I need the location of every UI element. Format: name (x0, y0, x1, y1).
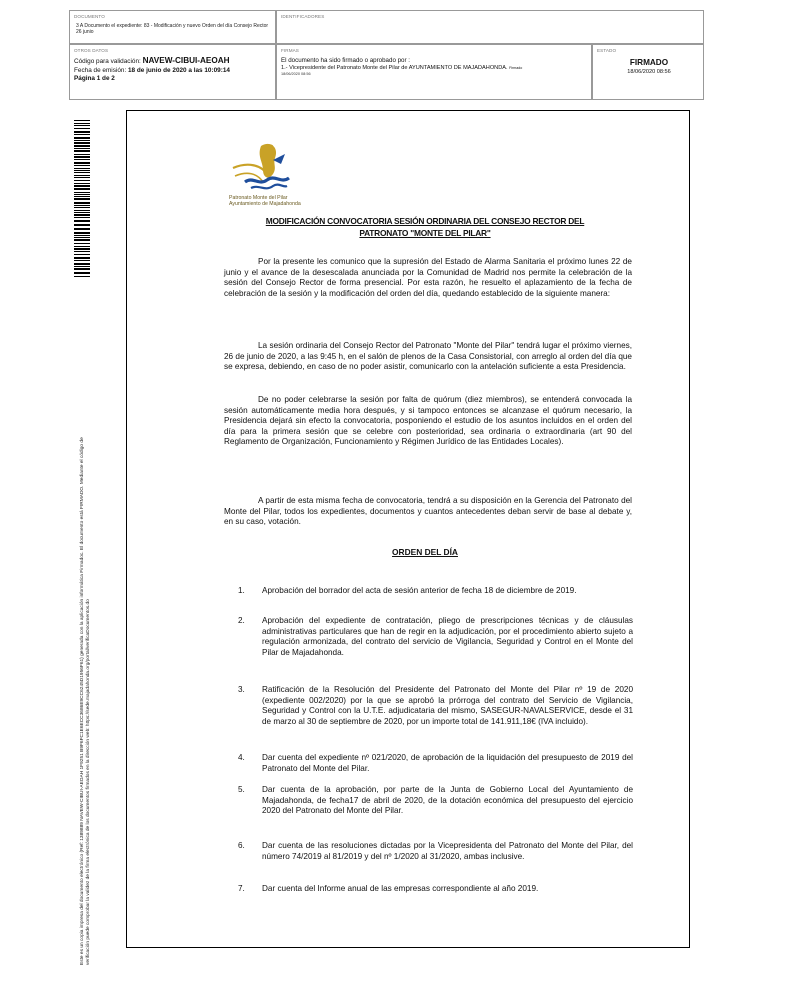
barcode-bar (74, 145, 90, 147)
agenda-item-2: 2. Aprobación del expediente de contratación, pliego de prescripciones técnicas y de cláusulas administrativas particulares que han de regir en la adjudicación, por el procedimiento abierto sujeto a regulación armonizada, del contrato del servicio de Vigilancia, Seguridad y Control en el Monte del Pilar de Majadahonda. (238, 616, 633, 657)
barcode-bar (74, 210, 90, 211)
orden-del-dia-title: ORDEN DEL DÍA (392, 547, 458, 557)
barcode-bar (74, 214, 90, 216)
barcode-bar (74, 137, 90, 139)
agenda-item-5: 5. Dar cuenta de la aprobación, por parte de la Junta de Gobierno Local del Ayuntamiento de Majadahonda, de fecha17 de abril de 2020, de la dotación económica del presupuesto del ejercicio 2020 del Patronato del Monte del Pilar. (238, 785, 633, 815)
barcode-bar (74, 202, 90, 204)
barcode-bar (74, 177, 90, 178)
paragraph-1: Por la presente les comunico que la supresión del Estado de Alarma Sanitaria el próximo lunes 22 de junio y el avance de la desescalada anunciada por la Comunidad de Madrid nos permite la celebración de la sesión del Consejo Rector de forma presencial. Por esta razón, he resuelto el aplazamiento de la fecha de celebración de la sesión y la modificación del orden del día, quedando establecido de la siguiente manera: (224, 257, 632, 298)
barcode-bar (74, 142, 90, 144)
fecha-emision-value: 18 de junio de 2020 a las 10:09:14 (128, 66, 230, 74)
side-verification-text (80, 320, 92, 965)
barcode-bar (74, 172, 90, 173)
barcode-bar (74, 235, 90, 236)
pagina-indicator: Página 1 de 2 (74, 75, 115, 82)
identificadores-label: IDENTIFICADORES (281, 14, 325, 19)
barcode-bar (74, 183, 90, 184)
documento-label: DOCUMENTO (74, 14, 105, 19)
barcode-bar (74, 175, 90, 176)
barcode-bar (74, 125, 90, 126)
barcode-bar (74, 237, 90, 238)
barcode-bar (74, 224, 90, 226)
barcode-bar (74, 257, 90, 259)
barcode-bar (74, 228, 90, 230)
fecha-emision: Fecha de emisión: 18 de junio de 2020 a las 10:09:14 (74, 66, 230, 74)
barcode-bar (74, 162, 90, 164)
barcode-bar (74, 159, 90, 160)
estado-date: 18/06/2020 08:56 (627, 69, 671, 75)
header-firmas-cell (276, 44, 592, 100)
paragraph-3: De no poder celebrarse la sesión por falta de quórum (diez miembros), se entenderá convocada la sesión automáticamente media hora después, y si tampoco entonces se alcanzase el quórum necesario, la Presidencia dejará sin efecto la convocatoria, posponiendo el estudio de los asuntos incluidos en el orden del día para la primera sesión que se celebre con posterioridad, sea ordinaria o extraordinaria (art 90 del Reglamento de Organización, Funcionamiento y Régimen Jurídico de las Entidades Locales). (224, 395, 632, 446)
barcode-bar (74, 251, 90, 252)
barcode-bar (74, 246, 90, 247)
barcode-bar (74, 266, 90, 267)
barcode-bar (74, 134, 90, 135)
barcode-bar (74, 154, 90, 155)
barcode-bar (74, 192, 90, 193)
barcode-bar (74, 198, 90, 200)
barcode-bar (74, 168, 90, 169)
barcode-bar (74, 254, 90, 255)
document-title-line2: PATRONATO "MONTE DEL PILAR" (359, 228, 491, 238)
codigo-validacion: Código para validación: NAVEW-CIBUI-AEOAH (74, 56, 230, 65)
barcode-bar (74, 128, 90, 129)
barcode-bar (74, 232, 90, 234)
barcode-bar (74, 185, 90, 187)
estado-label: ESTADO (597, 48, 617, 53)
barcode-bar (74, 276, 90, 277)
paragraph-2: La sesión ordinaria del Consejo Rector del Patronato "Monte del Pilar" tendrá lugar el próximo viernes, 26 de junio de 2020, a las 9:45 h, en el salón de plenos de la Casa Consistorial, con arreglo al orden del día que se expresa, debiendo, en caso de no poder asistir, comunicarlo con la antelación suficiente a esta Presidencia. (224, 341, 632, 371)
agenda-item-7: 7. Dar cuenta del Informe anual de las empresas correspondiente al año 2019. (238, 884, 539, 893)
barcode-bar (74, 156, 90, 158)
side-text-line2: verificación puede comprobar la validez de la firma electrónica de los documentos firmados en la dirección web: https://sede.majadahonda.org/portal/verificaDocumentos.do (86, 599, 92, 965)
documento-value: 3 A Documento el expediente: 83 - Modificación y nuevo Orden del día Consejo Rector 26 junio (76, 23, 269, 35)
paragraph-4: A partir de esta misma fecha de convocatoria, tendrá a su disposición en la Gerencia del Patronato del Monte del Pilar, todos los expedientes, documentos y cuantos antecedentes deban servir de base al debate y, en su caso, votación. (224, 496, 632, 526)
logo-caption-1: Patronato Monte del Pilar (229, 195, 288, 201)
header-identificadores-cell (276, 10, 704, 44)
barcode-bar (74, 150, 90, 152)
barcode-bar (74, 188, 90, 190)
barcode-bar (74, 220, 90, 222)
document-title-line1: MODIFICACIÓN CONVOCATORIA SESIÓN ORDINARIA DEL CONSEJO RECTOR DEL (265, 216, 585, 226)
barcode-bar (74, 268, 90, 270)
barcode-bar (74, 217, 90, 218)
barcode-bar (74, 170, 90, 171)
barcode-bar (74, 148, 90, 149)
barcode-bar (74, 207, 90, 208)
firmas-label: FIRMAS (281, 48, 299, 53)
agenda-item-6: 6. Dar cuenta de las resoluciones dictadas por la Vicepresidenta del Patronato del Monte del Pilar, del número 74/2019 al 81/2019 y del nº 1/2020 al 31/2020, ambas inclusive. (238, 841, 633, 861)
side-text-line1: Este es un copia impresa del documento electrónico (Ref: 1389889 NAVEW-CIBUI-AEOAH 1F9251 B9F6FC1E6ECC3686E9CC6245D1956F61) generada con la aplicación informática Firmadoc. El documento está FIRMADO. Mediante el código de (80, 437, 85, 965)
agenda-item-3: 3. Ratificación de la Resolución del Presidente del Patronato del Monte del Pilar nº 19 de 2020 (expediente 002/2020) por la que se aprobó la prórroga del contrato del Servicio de Vigilancia, Seguridad y Control con la U.T.E. adjudicataria del mismo, SASEGUR-NAVALSERVICE, desde el 31 de marzo al 30 de septiembre de 2020, por un importe total de 141.911,18€ (IVA incluido). (238, 685, 633, 726)
otros-datos-label: OTROS DATOS (74, 48, 109, 53)
firmas-intro: El documento ha sido firmado o aprobado por : (281, 57, 410, 64)
codigo-validacion-value: NAVEW-CIBUI-AEOAH (142, 56, 230, 65)
barcode-bar (74, 123, 90, 124)
barcode-bar (74, 165, 90, 166)
barcode (74, 120, 90, 280)
logo-caption-2: Ayuntamiento de Majadahonda (229, 201, 301, 207)
barcode-bar (74, 205, 90, 206)
agenda-item-4: 4. Dar cuenta del expediente nº 021/2020, de aprobación de la liquidación del presupuesto de 2019 del Patronato del Monte del Pilar. (238, 753, 633, 773)
agenda-item-1: 1. Aprobación del borrador del acta de sesión anterior de fecha 18 de diciembre de 2019. (238, 586, 577, 595)
header-otros-datos-cell (69, 44, 276, 100)
barcode-bar (74, 239, 90, 241)
barcode-bar (74, 131, 90, 133)
firmante: 1.- Vicepresidente del Patronato Monte del Pilar de AYUNTAMIENTO DE MAJADAHONDA. Firmado (281, 65, 523, 71)
barcode-bar (74, 212, 90, 213)
barcode-bar (74, 263, 90, 265)
barcode-bar (74, 140, 90, 141)
estado-value: FIRMADO (629, 58, 669, 67)
header-documento-cell (69, 10, 276, 44)
barcode-bar (74, 260, 90, 261)
barcode-bar (74, 120, 90, 121)
barcode-bar (74, 180, 90, 181)
barcode-bar (74, 272, 90, 274)
barcode-bar (74, 243, 90, 244)
barcode-bar (74, 194, 90, 195)
barcode-bar (74, 248, 90, 250)
header-estado-cell (592, 44, 704, 100)
firma-fecha: 18/06/2020 08:56 (281, 72, 311, 76)
barcode-bar (74, 196, 90, 197)
